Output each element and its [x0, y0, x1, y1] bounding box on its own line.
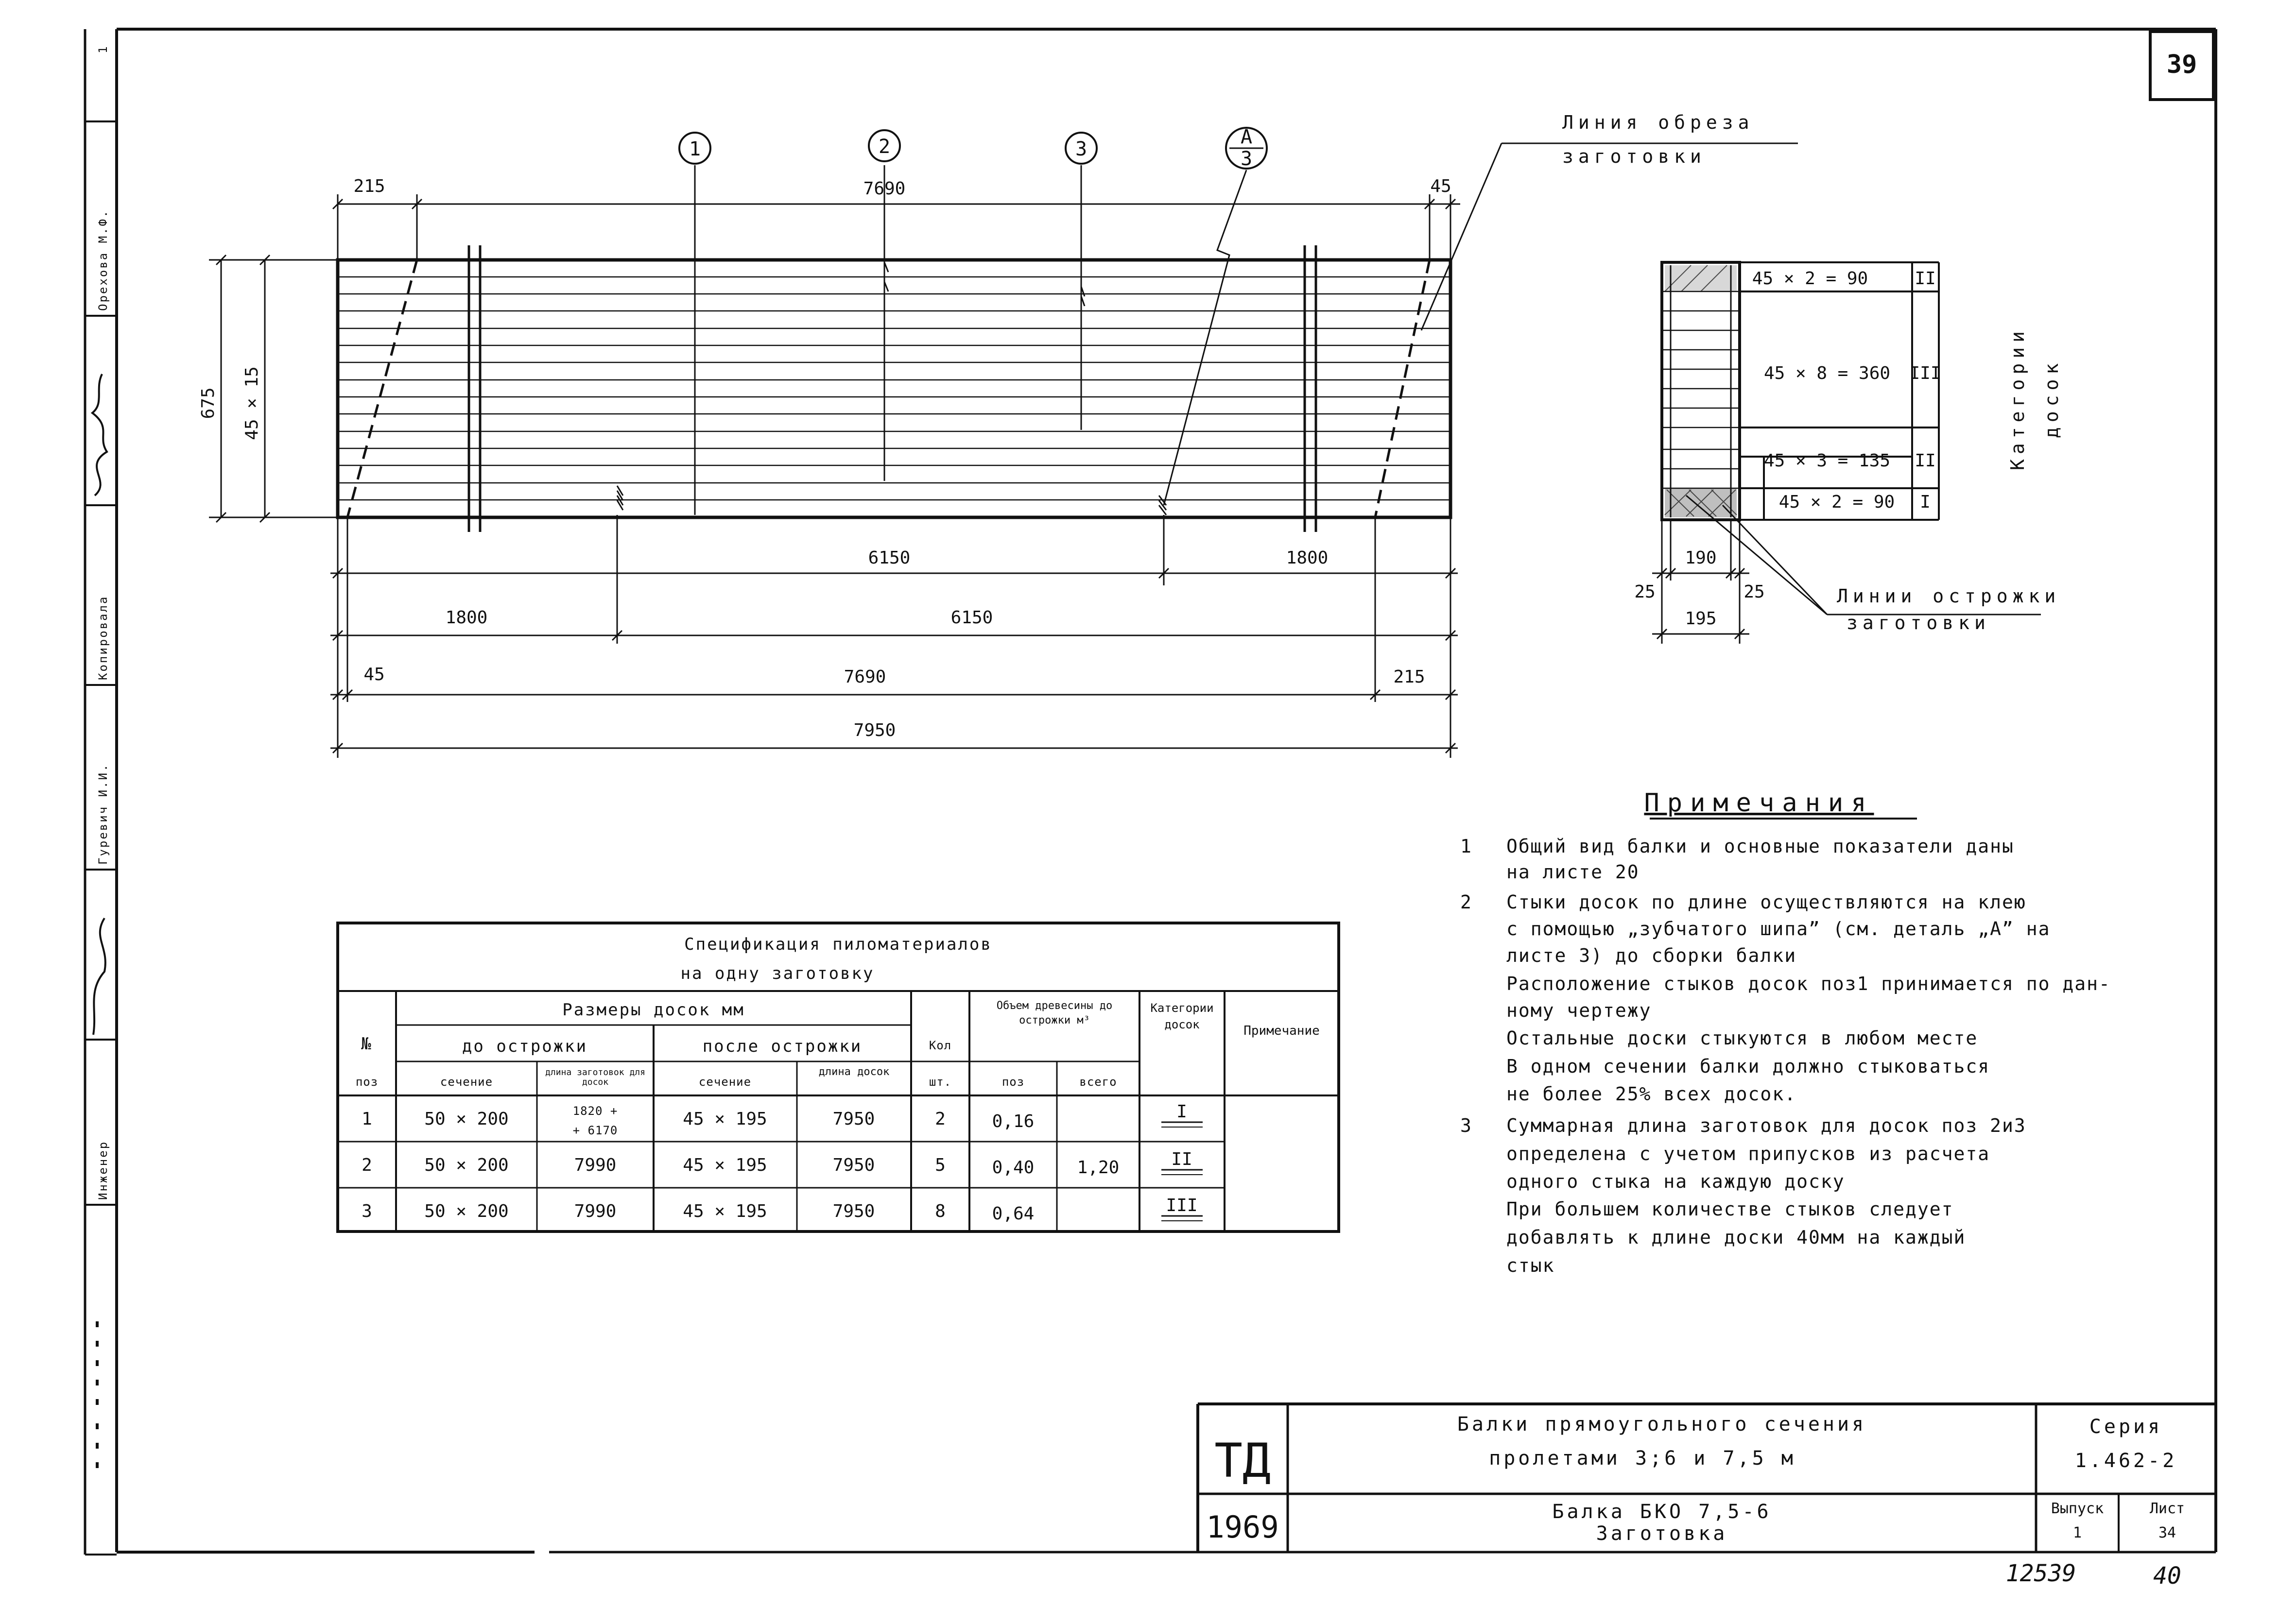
tb-sheet-value: 34 [2158, 1524, 2176, 1541]
side-stamp-engineer: Инженер [96, 1140, 110, 1200]
section-row-1-cat: II [1915, 269, 1936, 289]
spec-r3-len-blank: 7990 [574, 1201, 617, 1221]
cut-line-label [1421, 112, 1798, 330]
planing-label-2: заготовки [1847, 612, 1990, 633]
section-dim-195: 195 [1685, 609, 1717, 629]
section-dim-190: 190 [1685, 548, 1717, 568]
spec-r2-vol: 0,40 [992, 1158, 1035, 1178]
dim-row1-6150: 6150 [868, 548, 911, 568]
cross-section [1662, 262, 1939, 520]
spec-r2-pos: 2 [362, 1155, 372, 1175]
spec-h-volume-wrap [970, 992, 1139, 1060]
cut-line-label-1: Линия обреза [1562, 112, 1754, 133]
spec-r3-qty: 8 [935, 1201, 946, 1221]
spec-vol-total: 1,20 [1077, 1158, 1120, 1178]
side-stamp-corner: 1 [96, 45, 110, 53]
tb-sub-2: Заготовка [1596, 1522, 1728, 1545]
side-dots [96, 1321, 99, 1468]
break-lines [469, 245, 1316, 532]
callout-detail-letter: А [1240, 126, 1253, 148]
dim-height-boards: 45 × 15 [242, 366, 262, 440]
spec-r2-len: 7950 [832, 1155, 875, 1175]
dim-top-right: 45 [1430, 176, 1451, 196]
spec-h-after: после острожки [702, 1037, 863, 1056]
tb-sub-1: Балка БКО 7,5-6 [1552, 1501, 1772, 1523]
note-num-3: 3 [1460, 1115, 1472, 1136]
dim-row2-1800: 1800 [445, 608, 488, 628]
spec-r3-pos: 3 [362, 1201, 372, 1221]
section-dim-25-right: 25 [1744, 582, 1765, 602]
spec-h-qty-unit: шт. [929, 1075, 952, 1089]
spec-h-before: до острожки [462, 1037, 588, 1056]
spec-h-pos: поз [355, 1075, 379, 1089]
spec-r1-len-blank-1: 1820 + [572, 1104, 618, 1118]
sheet-number: 39 [2166, 50, 2197, 79]
note-line-6: Расположение стыков досок поз1 принимается по дан- [1506, 973, 2111, 994]
spec-r3-cat: III [1166, 1196, 1198, 1215]
signature-2 [92, 374, 107, 496]
spec-h-volume: Объем древесины до острожки м³ [996, 1000, 1113, 1026]
spec-h-length: длина досок [818, 1066, 890, 1078]
notes-title: Примечания [1644, 788, 1874, 818]
note-line-9: В одном сечении балки должно стыковаться [1506, 1056, 1990, 1077]
callout-marks [679, 126, 1267, 170]
note-num-2: 2 [1460, 891, 1472, 913]
spec-h-category: Категории досок [1150, 1001, 1214, 1031]
tb-issue-value: 1 [2072, 1524, 2082, 1541]
tb-org: ТД [1214, 1434, 1271, 1488]
spec-h-category-wrap [1140, 992, 1224, 1094]
footer-code: 12539 [2005, 1560, 2076, 1587]
cut-line-label-2: заготовки [1562, 146, 1706, 167]
note-line-14: При большем количестве стыков следует [1506, 1198, 1954, 1220]
side-stamp-name-1: Гуревич И.И. [96, 763, 110, 865]
dim-top-left: 215 [353, 176, 385, 196]
tb-issue-label: Выпуск [2051, 1500, 2104, 1517]
spec-h-no: № [361, 1034, 373, 1054]
callout-2: 2 [878, 136, 891, 158]
dim-row4-7950: 7950 [853, 720, 896, 740]
tb-year: 1969 [1206, 1509, 1279, 1545]
spec-r1-len-blank-2: + 6170 [572, 1124, 618, 1137]
spec-r1-qty: 2 [935, 1109, 946, 1129]
spec-r2-len-blank: 7990 [574, 1155, 617, 1175]
spec-r3-sec-after: 45 × 195 [683, 1201, 767, 1221]
notes [1460, 788, 2111, 1276]
spec-r1-vol: 0,16 [992, 1111, 1035, 1131]
dim-row3-7690: 7690 [844, 667, 886, 687]
spec-h-note-wrap [1226, 992, 1338, 1094]
section-row-1-formula: 45 × 2 = 90 [1752, 269, 1868, 289]
spec-h-note: Примечание [1243, 1024, 1320, 1038]
height-dimension-lines [209, 255, 338, 522]
callout-detail-sheet: 3 [1240, 148, 1253, 170]
section-row-4-formula: 45 × 2 = 90 [1778, 492, 1895, 512]
planing-label-1: Линии острожки [1837, 585, 2061, 607]
spec-r2-cat: II [1171, 1149, 1192, 1169]
spec-h-vol-pos: поз [1001, 1075, 1025, 1089]
note-line-1: Общий вид балки и основные показатели даны [1506, 836, 2014, 857]
tb-series-label: Серия [2089, 1416, 2163, 1438]
spec-h-vol-total: всего [1079, 1075, 1117, 1089]
spec-h-length-blank-wrap [538, 1063, 653, 1094]
spec-r2-sec-after: 45 × 195 [683, 1155, 767, 1175]
tb-series-value: 1.462-2 [2074, 1450, 2177, 1472]
note-line-7: ному чертежу [1506, 1000, 1652, 1021]
footer-page: 40 [2153, 1562, 2181, 1590]
spec-h-section-before: сечение [440, 1075, 493, 1089]
spec-r1-len: 7950 [832, 1109, 875, 1129]
section-row-2-cat: III [1909, 363, 1941, 383]
spec-h-length-blank: длина заготовок для досок [545, 1067, 645, 1087]
spec-h-sizes: Размеры досок мм [562, 1000, 745, 1020]
spec-r2-qty: 5 [935, 1155, 946, 1175]
trim-cut-lines [347, 260, 1430, 517]
callout-1: 1 [689, 138, 701, 160]
section-category-title-1: Категории [2007, 326, 2028, 470]
spec-r3-len: 7950 [832, 1201, 875, 1221]
tb-title-1: Балки прямоугольного сечения [1457, 1413, 1867, 1436]
note-line-8: Остальные доски стыкуются в любом месте [1506, 1027, 1978, 1049]
sheet-frame [85, 29, 2216, 1555]
beam-elevation [338, 245, 1450, 532]
dim-row1-1800: 1800 [1286, 548, 1329, 568]
callout-3: 3 [1075, 138, 1088, 160]
spec-h-length-wrap [798, 1063, 910, 1094]
dim-row2-6150: 6150 [950, 608, 993, 628]
note-line-16: стык [1506, 1255, 1555, 1276]
side-stamp-name-2: Орехова М.Ф. [96, 209, 110, 311]
spec-r3-vol: 0,64 [992, 1204, 1035, 1224]
dim-row3-215: 215 [1393, 667, 1425, 687]
dim-height-total: 675 [198, 387, 218, 419]
spec-r1-sec-after: 45 × 195 [683, 1109, 767, 1129]
spec-r1-pos: 1 [362, 1109, 372, 1129]
board-lines [338, 277, 1450, 500]
top-dimension-lines [333, 194, 1460, 260]
spec-r1-cat: I [1176, 1102, 1187, 1122]
note-line-2: на листе 20 [1506, 861, 1640, 883]
sheet-number-box [2150, 32, 2213, 100]
spec-h-section-after: сечение [698, 1075, 752, 1089]
dim-top-mid: 7690 [863, 179, 906, 199]
spec-title-2: на одну заготовку [680, 964, 875, 983]
note-line-11: Суммарная длина заготовок для досок поз 2и3 [1506, 1115, 2026, 1136]
spec-r3-sec-before: 50 × 200 [424, 1201, 509, 1221]
spec-r2-sec-before: 50 × 200 [424, 1155, 509, 1175]
note-line-5: листе 3) до сборки балки [1506, 945, 1797, 966]
spec-title-1: Спецификация пиломатериалов [684, 935, 992, 954]
tb-sheet-label: Лист [2149, 1500, 2185, 1517]
section-row-3-cat: II [1915, 451, 1936, 471]
spec-h-qty: Кол [929, 1039, 952, 1052]
section-row-3-formula: 45 × 3 = 135 [1763, 451, 1891, 471]
section-category-title-2: досок [2041, 358, 2062, 439]
signature-1 [93, 918, 105, 1035]
section-leaders [695, 165, 1246, 515]
tb-title-2: пролетами 3;6 и 7,5 м [1489, 1447, 1796, 1470]
note-line-12: определена с учетом припусков из расчета [1506, 1143, 1990, 1164]
note-line-15: добавлять к длине доски 40мм на каждый [1506, 1227, 1966, 1248]
section-row-4-cat: I [1920, 492, 1931, 512]
dim-row3-45: 45 [363, 665, 385, 684]
note-line-3: Стыки досок по длине осуществляются на клею [1506, 891, 2026, 913]
note-num-1: 1 [1460, 836, 1472, 857]
section-row-2-formula: 45 × 8 = 360 [1763, 363, 1891, 383]
side-stamp-copied: Копировала [96, 595, 110, 680]
spec-r1-sec-before: 50 × 200 [424, 1109, 509, 1129]
section-dim-25-left: 25 [1634, 582, 1656, 602]
note-line-4: с помощью „зубчатого шипа” (см. деталь „А” на [1506, 918, 2051, 940]
note-line-13: одного стыка на каждую доску [1506, 1171, 1845, 1192]
note-line-10: не более 25% всех досок. [1506, 1083, 1797, 1105]
joint-markers [617, 262, 1166, 515]
